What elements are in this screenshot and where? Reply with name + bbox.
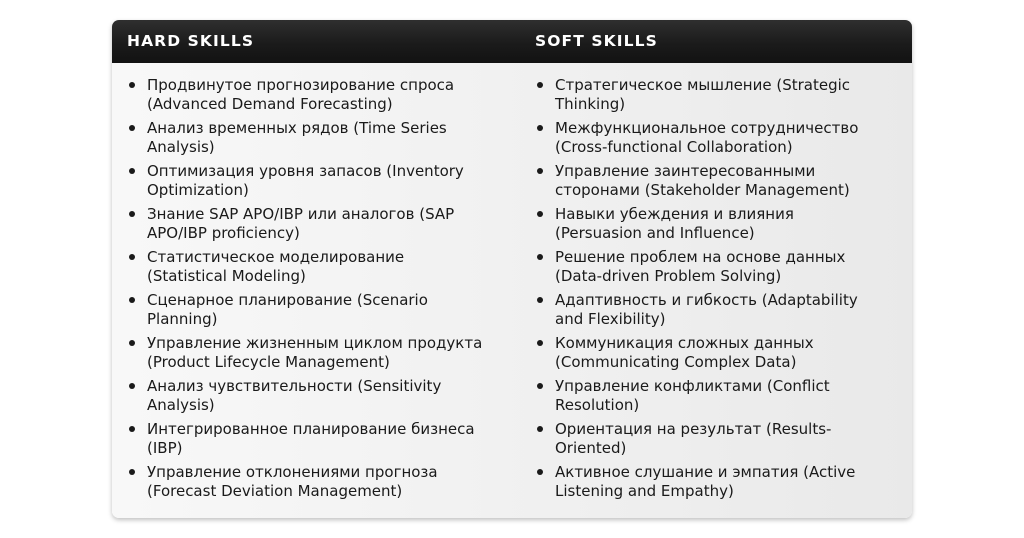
list-item: Коммуникация сложных данных (Communicating Complex Data): [535, 334, 900, 372]
bullet-icon: [537, 297, 543, 303]
list-item: Анализ чувствительности (Sensitivity Analysis): [127, 377, 517, 415]
bullet-icon: [537, 168, 543, 174]
bullet-icon: [537, 383, 543, 389]
bullet-icon: [129, 426, 135, 432]
hard-skills-heading: HARD SKILLS: [127, 32, 255, 50]
list-item: Навыки убеждения и влияния (Persuasion and Influence): [535, 205, 900, 243]
table-header: [112, 20, 912, 63]
list-item: Адаптивность и гибкость (Adaptability and Flexibility): [535, 291, 900, 329]
bullet-icon: [129, 168, 135, 174]
list-item: Управление конфликтами (Conflict Resolution): [535, 377, 900, 415]
bullet-icon: [129, 297, 135, 303]
bullet-icon: [537, 82, 543, 88]
bullet-icon: [129, 340, 135, 346]
list-item: Ориентация на результат (Results- Oriented): [535, 420, 900, 458]
list-item: Управление жизненным циклом продукта (Product Lifecycle Management): [127, 334, 517, 372]
list-item: Решение проблем на основе данных (Data-driven Problem Solving): [535, 248, 900, 286]
bullet-icon: [129, 211, 135, 217]
bullet-icon: [129, 469, 135, 475]
list-item: Знание SAP APO/IBP или аналогов (SAP APO/IBP proficiency): [127, 205, 517, 243]
bullet-icon: [129, 82, 135, 88]
list-item: Анализ временных рядов (Time Series Analysis): [127, 119, 517, 157]
bullet-icon: [537, 254, 543, 260]
list-item: Продвинутое прогнозирование спроса (Advanced Demand Forecasting): [127, 76, 517, 114]
bullet-icon: [537, 211, 543, 217]
list-item: Оптимизация уровня запасов (Inventory Optimization): [127, 162, 517, 200]
bullet-icon: [537, 125, 543, 131]
list-item: Статистическое моделирование (Statistical Modeling): [127, 248, 517, 286]
list-item: Управление отклонениями прогноза (Forecast Deviation Management): [127, 463, 517, 501]
list-item: Интегрированное планирование бизнеса (IBP): [127, 420, 517, 458]
list-item: Управление заинтересованными сторонами (Stakeholder Management): [535, 162, 900, 200]
bullet-icon: [537, 340, 543, 346]
list-item: Сценарное планирование (Scenario Planning): [127, 291, 517, 329]
bullet-icon: [129, 254, 135, 260]
list-item: Стратегическое мышление (Strategic Thinking): [535, 76, 900, 114]
list-item: Межфункциональное сотрудничество (Cross-functional Collaboration): [535, 119, 900, 157]
bullet-icon: [129, 125, 135, 131]
bullet-icon: [537, 469, 543, 475]
skills-table-card: [112, 20, 912, 518]
list-item: Активное слушание и эмпатия (Active Listening and Empathy): [535, 463, 900, 501]
bullet-icon: [129, 383, 135, 389]
soft-skills-list: [535, 76, 900, 506]
hard-skills-list: [127, 76, 517, 506]
bullet-icon: [537, 426, 543, 432]
soft-skills-heading: SOFT SKILLS: [535, 32, 658, 50]
